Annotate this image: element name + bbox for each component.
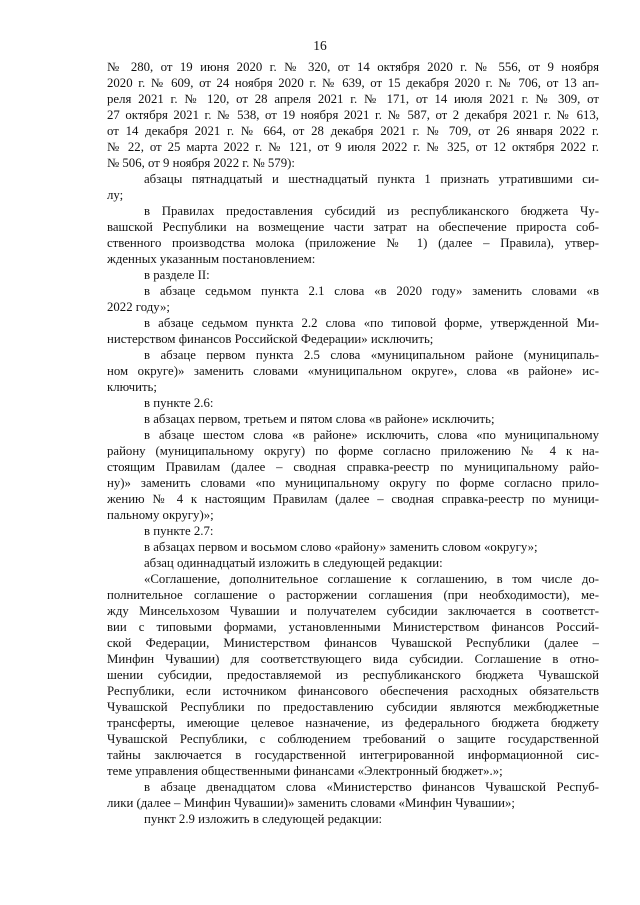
text-line: в абзаце двенадцатом слова «Министерство финансов Чувашской Респуб- bbox=[144, 780, 599, 794]
text-line: в Правилах предоставления субсидий из республиканского бюджета Чу- bbox=[144, 204, 599, 218]
text-line: 2020 г. № 609, от 24 ноября 2020 г. № 639, от 15 декабря 2020 г. № 706, от 13 ап- bbox=[107, 76, 599, 90]
text-line: № 506, от 9 ноября 2022 г. № 579): bbox=[107, 156, 295, 170]
text-line: в абзацах первом, третьем и пятом слова «в районе» исключить; bbox=[144, 412, 495, 426]
text-line: ну)» заменить словами «по муниципальному округу по форме согласно прило- bbox=[107, 476, 599, 490]
text-line: ской Федерации, Министерством финансов Чувашской Республики (далее – bbox=[107, 636, 599, 650]
text-line: в абзаце шестом слова «в районе» исключить, слова «по муниципальному bbox=[144, 428, 599, 442]
text-line: полнительное соглашение о расторжении соглашения (при необходимости), ме- bbox=[107, 588, 599, 602]
text-line: Чувашской Республики по предоставлению субсидии являются межбюджетные bbox=[107, 700, 599, 714]
text-line: в разделе II: bbox=[144, 268, 210, 282]
text-line: ном округе)» заменить словами «муниципальном округе», слова «в районе» ис- bbox=[107, 364, 599, 378]
text-line: жению № 4 к настоящим Правилам (далее – сводная справка-реестр по муници- bbox=[107, 492, 599, 506]
text-line: ственного производства молока (приложение № 1) (далее – Правила), утвер- bbox=[107, 236, 599, 250]
text-line: лики (далее – Минфин Чувашии)» заменить словами «Минфин Чувашии»; bbox=[107, 796, 515, 810]
text-line: Чувашской Республики, с соблюдением требований о защите государственной bbox=[107, 732, 599, 746]
text-line: 2022 году»; bbox=[107, 300, 170, 314]
text-line: в пункте 2.6: bbox=[144, 396, 214, 410]
text-line: вии с типовыми формами, установленными Министерством финансов Россий- bbox=[107, 620, 599, 634]
text-line: стоящим Правилам (далее – сводная справка-реестр по муниципальному райо- bbox=[107, 460, 599, 474]
text-line: жду Минсельхозом Чувашии и получателем субсидии заключается в соответст- bbox=[107, 604, 599, 618]
text-line: Республики, если источником финансового обеспечения расходных обязательств bbox=[107, 684, 599, 698]
text-line: шении субсидии, предоставляемой из республиканского бюджета Чувашской bbox=[107, 668, 599, 682]
text-line: 27 октября 2021 г. № 538, от 19 ноября 2021 г. № 587, от 2 декабря 2021 г. № 613, bbox=[107, 108, 599, 122]
text-line: в абзаце первом пункта 2.5 слова «муниципальном районе (муниципаль- bbox=[144, 348, 599, 362]
text-line: трансферты, имеющие целевое назначение, из федерального бюджета бюджету bbox=[107, 716, 599, 730]
text-line: абзац одиннадцатый изложить в следующей редакции: bbox=[144, 556, 443, 570]
text-line: в абзацах первом и восьмом слово «району» заменить словом «округу»; bbox=[144, 540, 538, 554]
text-line: «Соглашение, дополнительное соглашение к соглашению, в том числе до- bbox=[144, 572, 599, 586]
text-line: в пункте 2.7: bbox=[144, 524, 214, 538]
text-line: № 22, от 25 марта 2022 г. № 121, от 9 июля 2022 г. № 325, от 12 октября 2022 г. bbox=[107, 140, 599, 154]
text-line: Минфин Чувашии) для соответствующего вида субсидии. Соглашение в отно- bbox=[107, 652, 599, 666]
text-line: пальному округу)»; bbox=[107, 508, 214, 522]
text-line: в абзаце седьмом пункта 2.1 слова «в 2020 году» заменить словами «в bbox=[144, 284, 599, 298]
text-line: теме управления общественными финансами «Электронный бюджет».»; bbox=[107, 764, 503, 778]
text-line: жденных указанным постановлением: bbox=[107, 252, 316, 266]
text-line: № 280, от 19 июня 2020 г. № 320, от 14 октября 2020 г. № 556, от 9 ноября bbox=[107, 60, 599, 74]
text-line: нистерством финансов Российской Федерации» исключить; bbox=[107, 332, 434, 346]
text-line: в абзаце седьмом пункта 2.2 слова «по типовой форме, утвержденной Ми- bbox=[144, 316, 599, 330]
text-line: реля 2021 г. № 120, от 28 апреля 2021 г. № 171, от 14 июля 2021 г. № 309, от bbox=[107, 92, 599, 106]
text-line: абзацы пятнадцатый и шестнадцатый пункта 1 признать утратившими си- bbox=[144, 172, 599, 186]
page-number: 16 bbox=[313, 38, 327, 53]
text-line: вашской Республики на возмещение части затрат на обеспечение прироста соб- bbox=[107, 220, 599, 234]
text-line: от 14 декабря 2021 г. № 664, от 28 декабря 2021 г. № 709, от 26 января 2022 г. bbox=[107, 124, 599, 138]
text-line: пункт 2.9 изложить в следующей редакции: bbox=[144, 812, 383, 826]
text-line: району (муниципальному округу) по форме согласно приложению № 4 к на- bbox=[107, 444, 599, 458]
text-line: лу; bbox=[107, 188, 124, 202]
text-line: тайны заключается в государственной интегрированной информационной сис- bbox=[107, 748, 599, 762]
document-body bbox=[107, 59, 599, 827]
text-line: ключить; bbox=[107, 380, 157, 394]
